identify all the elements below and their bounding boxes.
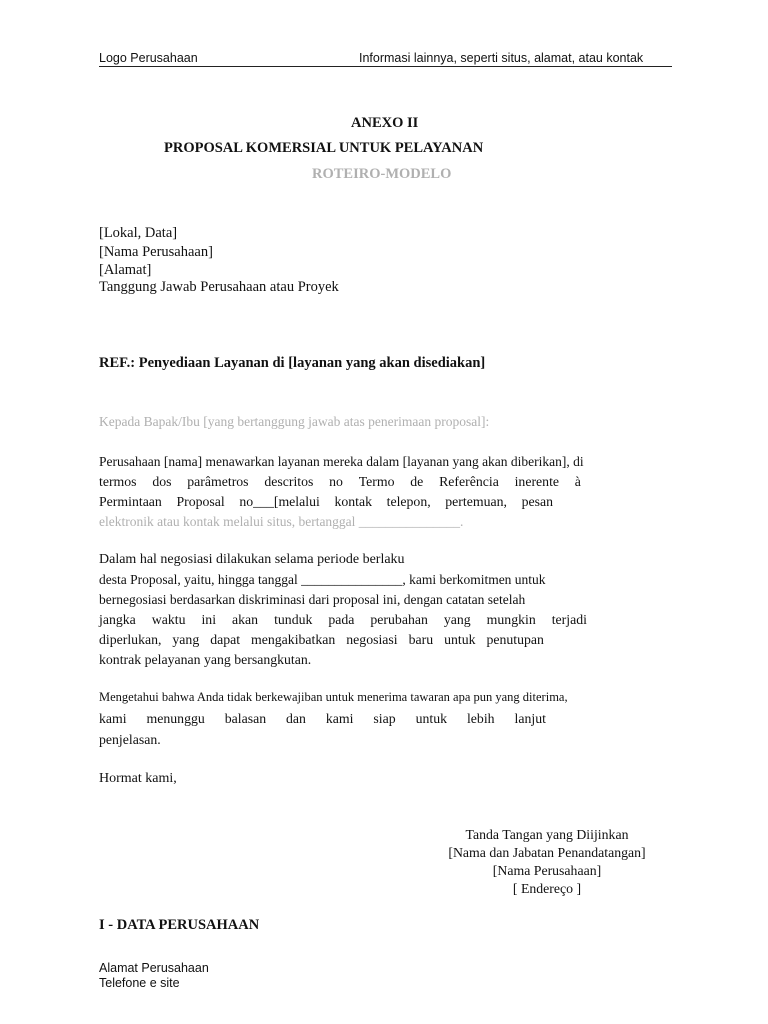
salutation-line: Kepada Bapak/Ibu [yang bertanggung jawab atas penerimaan proposal]: xyxy=(99,414,490,429)
word: negosiasi xyxy=(346,632,398,647)
word: kami xyxy=(99,711,127,726)
paragraph3-line1: Mengetahui bahwa Anda tidak berkewajiban untuk menerima tawaran apa pun yang diterima, xyxy=(99,690,568,704)
word: ini xyxy=(201,612,217,627)
paragraph2-line5 xyxy=(99,632,544,648)
word: Permintaan xyxy=(99,494,162,509)
word: inerente xyxy=(514,474,560,489)
word: mengakibatkan xyxy=(251,632,336,647)
signature-name-title: [Nama dan Jabatan Penandatangan] xyxy=(448,845,646,860)
word: termos xyxy=(99,474,137,489)
word: untuk xyxy=(415,711,448,726)
word: balasan xyxy=(224,711,267,726)
section1-item-address: Alamat Perusahaan xyxy=(99,961,209,975)
paragraph2-line6: kontrak pelayanan yang bersangkutan. xyxy=(99,652,312,667)
paragraph3-line2 xyxy=(99,711,546,727)
responsible-line: Tanggung Jawab Perusahaan atau Proyek xyxy=(99,279,339,295)
word: dan xyxy=(286,711,306,726)
word: waktu xyxy=(151,612,186,627)
paragraph2-line1: Dalam hal negosiasi dilakukan selama periode berlaku xyxy=(99,552,405,567)
section1-item-phone-site: Telefone e site xyxy=(99,976,180,990)
word: no___[melalui xyxy=(239,494,320,509)
word: jangka xyxy=(99,612,136,627)
paragraph1-line3 xyxy=(99,494,553,510)
word: Termo xyxy=(358,474,395,489)
annex-title: ANEXO II xyxy=(351,115,419,131)
paragraph1-line2 xyxy=(99,474,581,490)
header-logo-text: Logo Perusahaan xyxy=(99,51,198,65)
word: parâmetros xyxy=(187,474,249,489)
signature-address: [ Endereço ] xyxy=(512,881,582,896)
word: siap xyxy=(373,711,396,726)
header-divider xyxy=(99,66,672,67)
word: yang xyxy=(443,612,471,627)
word: baru xyxy=(408,632,434,647)
paragraph2-line2: desta Proposal, yaitu, hingga tanggal _______________, kami berkomitmen untuk xyxy=(99,572,546,587)
reference-line: REF.: Penyediaan Layanan di [layanan yang akan disediakan] xyxy=(99,355,486,371)
word: dapat xyxy=(210,632,241,647)
company-name-placeholder: [Nama Perusahaan] xyxy=(99,244,213,260)
paragraph1-line4: elektronik atau kontak melalui situs, bertanggal _______________. xyxy=(99,514,464,529)
word: de xyxy=(410,474,424,489)
paragraph2-line4 xyxy=(99,612,587,628)
paragraph2-line3: bernegosiasi berdasarkan diskriminasi dari proposal ini, dengan catatan setelah xyxy=(99,592,526,607)
word: untuk xyxy=(444,632,476,647)
document-title: PROPOSAL KOMERSIAL UNTUK PELAYANAN xyxy=(164,140,484,156)
word: penutupan xyxy=(486,632,544,647)
word: pertemuan, xyxy=(445,494,507,509)
word: yang xyxy=(172,632,200,647)
word: menunggu xyxy=(146,711,205,726)
signature-authorized: Tanda Tangan yang Diijinkan xyxy=(465,827,629,842)
signature-company-name: [Nama Perusahaan] xyxy=(492,863,602,878)
word: descritos xyxy=(264,474,314,489)
address-placeholder: [Alamat] xyxy=(99,262,152,278)
word: no xyxy=(329,474,343,489)
header-info-text: Informasi lainnya, seperti situs, alamat, atau kontak xyxy=(359,51,644,65)
word: pada xyxy=(328,612,355,627)
word: perubahan xyxy=(370,612,428,627)
paragraph3-line3: penjelasan. xyxy=(99,732,161,747)
word: dos xyxy=(152,474,172,489)
word: diperlukan, xyxy=(99,632,162,647)
word: Proposal xyxy=(176,494,225,509)
word: kami xyxy=(325,711,354,726)
section1-heading: I - DATA PERUSAHAAN xyxy=(99,917,260,933)
word: lanjut xyxy=(514,711,546,726)
word: pesan xyxy=(521,494,553,509)
word: mungkin xyxy=(486,612,536,627)
word: akan xyxy=(232,612,259,627)
word: telepon, xyxy=(386,494,431,509)
word: Referência xyxy=(439,474,499,489)
word: à xyxy=(574,474,581,489)
paragraph1-line1: Perusahaan [nama] menawarkan layanan mereka dalam [layanan yang akan diberikan], di xyxy=(99,454,584,469)
word: tunduk xyxy=(274,612,313,627)
place-date: [Lokal, Data] xyxy=(99,225,178,241)
closing-line: Hormat kami, xyxy=(99,771,177,786)
word: terjadi xyxy=(551,612,587,627)
word: kontak xyxy=(334,494,372,509)
word: lebih xyxy=(466,711,495,726)
document-subtitle: ROTEIRO-MODELO xyxy=(312,166,452,182)
